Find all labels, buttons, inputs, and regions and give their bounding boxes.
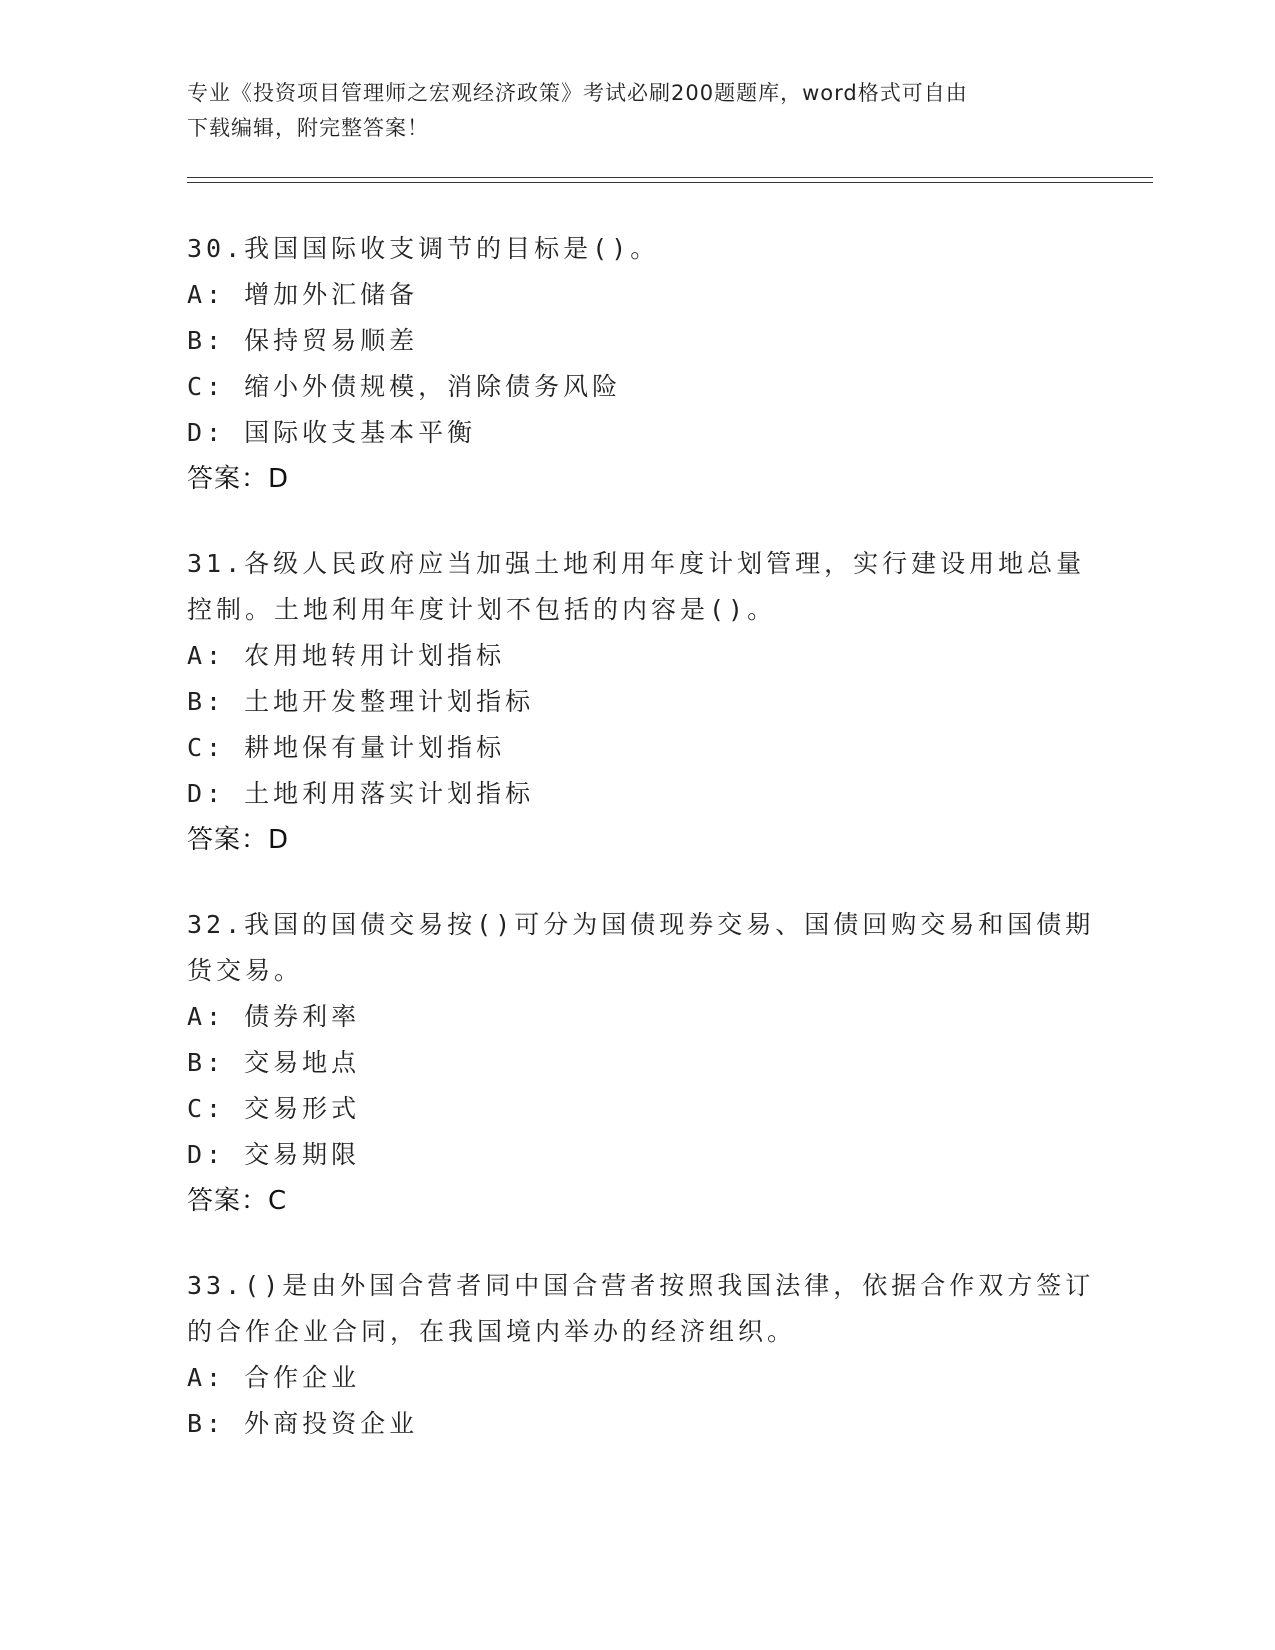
option-d: D: 土地利用落实计划指标 [187, 779, 535, 808]
option-c: C: 缩小外债规模，消除债务风险 [187, 372, 622, 401]
question-text: 33.()是由外国合营者同中国合营者按照我国法律，依据合作双方签订 [187, 1271, 1095, 1300]
question-text: 31.各级人民政府应当加强土地利用年度计划管理，实行建设用地总量 [187, 549, 1086, 578]
answer-label: 答案：C [187, 1186, 288, 1216]
document-header [187, 76, 1067, 146]
option-a: A: 债券利率 [187, 1002, 361, 1031]
question-text: 32.我国的国债交易按()可分为国债现券交易、国债回购交易和国债期 [187, 910, 1095, 939]
question-text: 30.我国国际收支调节的目标是()。 [187, 234, 660, 263]
option-b: B: 土地开发整理计划指标 [187, 687, 535, 716]
option-a: A: 合作企业 [187, 1363, 361, 1392]
option-c: C: 耕地保有量计划指标 [187, 733, 506, 762]
question-30 [187, 226, 1087, 502]
option-c: C: 交易形式 [187, 1094, 361, 1123]
question-text-continued: 控制。土地利用年度计划不包括的内容是()。 [187, 595, 777, 624]
option-d: D: 国际收支基本平衡 [187, 418, 477, 447]
answer-label: 答案：D [187, 825, 290, 855]
option-a: A: 增加外汇储备 [187, 280, 419, 309]
question-text-continued: 的合作企业合同，在我国境内举办的经济组织。 [187, 1317, 797, 1346]
option-d: D: 交易期限 [187, 1140, 361, 1169]
header-rule-top [187, 177, 1153, 178]
header-line-1: 专业《投资项目管理师之宏观经济政策》考试必刷200题题库，word格式可自由 [187, 81, 968, 105]
question-31 [187, 541, 1087, 863]
option-a: A: 农用地转用计划指标 [187, 641, 506, 670]
question-33 [187, 1263, 1095, 1447]
question-text-continued: 货交易。 [187, 956, 304, 985]
answer-label: 答案：D [187, 464, 290, 494]
question-32 [187, 902, 1095, 1224]
header-line-2: 下载编辑，附完整答案！ [187, 116, 429, 140]
option-b: B: 外商投资企业 [187, 1409, 419, 1438]
option-b: B: 交易地点 [187, 1048, 361, 1077]
option-b: B: 保持贸易顺差 [187, 326, 419, 355]
header-rule-bottom [187, 182, 1153, 183]
